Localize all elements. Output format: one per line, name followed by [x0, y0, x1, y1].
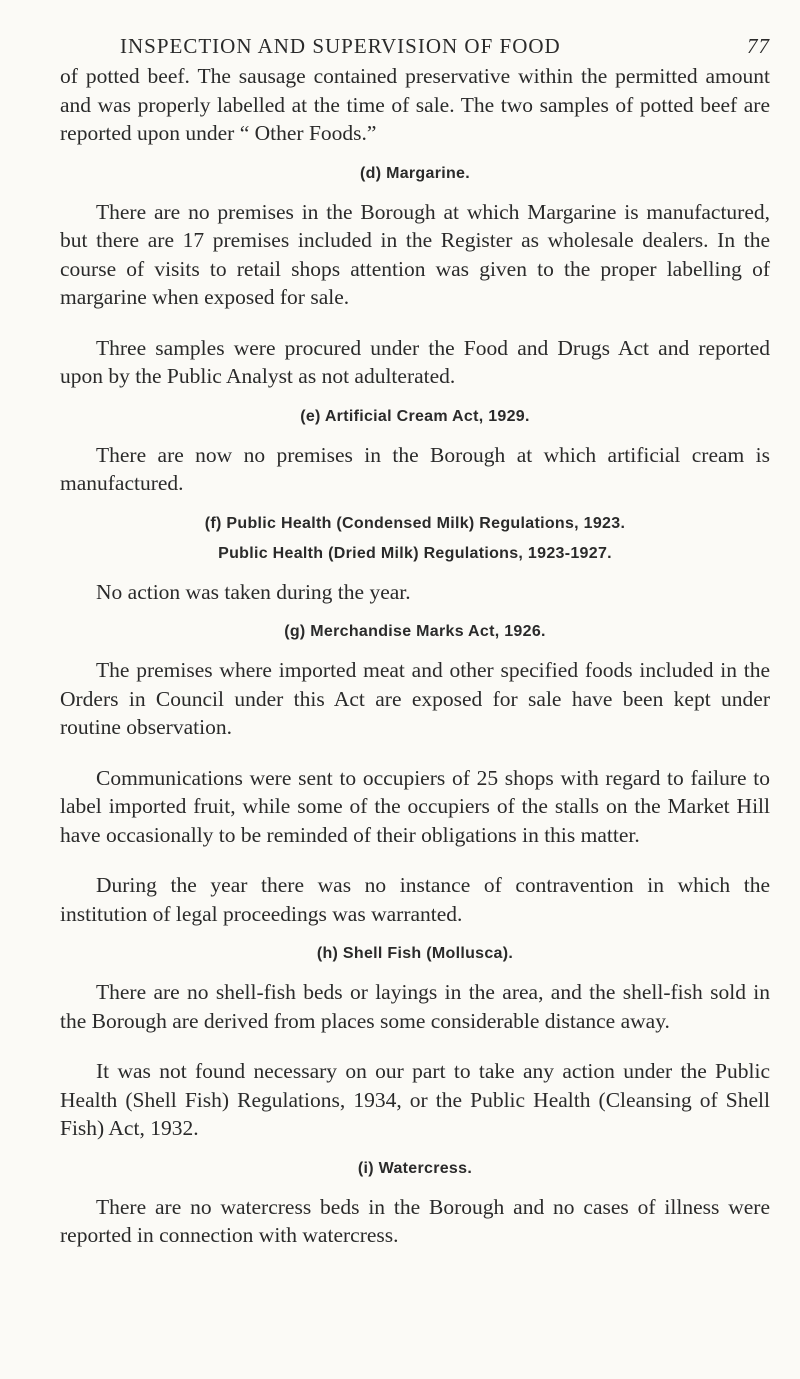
paragraph-margarine-2: Three samples were procured under the Food and Drugs Act and reported upon by the Public Analyst as not adulterated.	[60, 335, 770, 388]
section-margarine	[60, 148, 770, 198]
paragraph-shell-fish-2: It was not found necessary on our part to take any action under the Public Health (Shell Fish) Regulations, 1934, or the Public Health (Cleansing of Shell Fish) Act, 1932.	[60, 1059, 770, 1140]
paragraph-milk: No action was taken during the year.	[96, 579, 411, 604]
paragraph-artificial-cream: There are now no premises in the Borough at which artificial cream is manufactured.	[60, 442, 770, 495]
section-watercress	[60, 1143, 770, 1193]
paragraph-watercress: There are no watercress beds in the Borough and no cases of illness were reported in connection with watercress.	[60, 1194, 770, 1247]
section-milk-regulations	[60, 498, 770, 578]
section-artificial-cream	[60, 391, 770, 441]
heading-dried-milk: Public Health (Dried Milk) Regulations, 1923-1927.	[218, 544, 612, 562]
heading-artificial-cream: (e) Artificial Cream Act, 1929.	[300, 407, 530, 425]
section-shell-fish	[60, 928, 770, 978]
heading-shell-fish: (h) Shell Fish (Mollusca).	[316, 945, 514, 962]
paragraph-potted-beef: of potted beef. The sausage contained preservative within the permitted amount and was properly labelled at the time of sale. The two samples of potted beef are reported upon under “ Other Foods.”	[60, 64, 770, 145]
paragraph-merchandise-2: Communications were sent to occupiers of 25 shops with regard to failure to label imported fruit, while some of the occupiers of the stalls on the Market Hill have occasionally to be reminded of their obligations in this matter.	[60, 765, 770, 847]
heading-margarine: (d) Margarine.	[360, 164, 470, 182]
section-merchandise-marks	[60, 606, 770, 656]
paragraph-shell-fish-1: There are no shell-fish beds or layings in the area, and the shell-fish sold in the Borough are derived from places some considerable distance away.	[60, 980, 770, 1033]
heading-merchandise-marks: (g) Merchandise Marks Act, 1926.	[284, 623, 546, 640]
document-page	[60, 22, 770, 1250]
heading-condensed-milk: (f) Public Health (Condensed Milk) Regulations, 1923.	[204, 514, 626, 532]
running-title: INSPECTION AND SUPERVISION OF FOOD	[120, 34, 561, 58]
running-head	[60, 22, 770, 62]
heading-watercress: (i) Watercress.	[357, 1159, 473, 1177]
paragraph-merchandise-3: During the year there was no instance of contravention in which the institution of legal proceedings was warranted.	[60, 873, 770, 926]
paragraph-merchandise-1: The premises where imported meat and other specified foods included in the Orders in Council under this Act are exposed for sale have been kept under routine observation.	[60, 658, 770, 739]
page-number: 77	[747, 34, 770, 58]
paragraph-margarine-1: There are no premises in the Borough at which Margarine is manufactured, but there are 17 premises included in the Register as wholesale dealers. In the course of visits to retail shops attention was given to the proper labelling of margarine when exposed for sale.	[60, 199, 770, 309]
